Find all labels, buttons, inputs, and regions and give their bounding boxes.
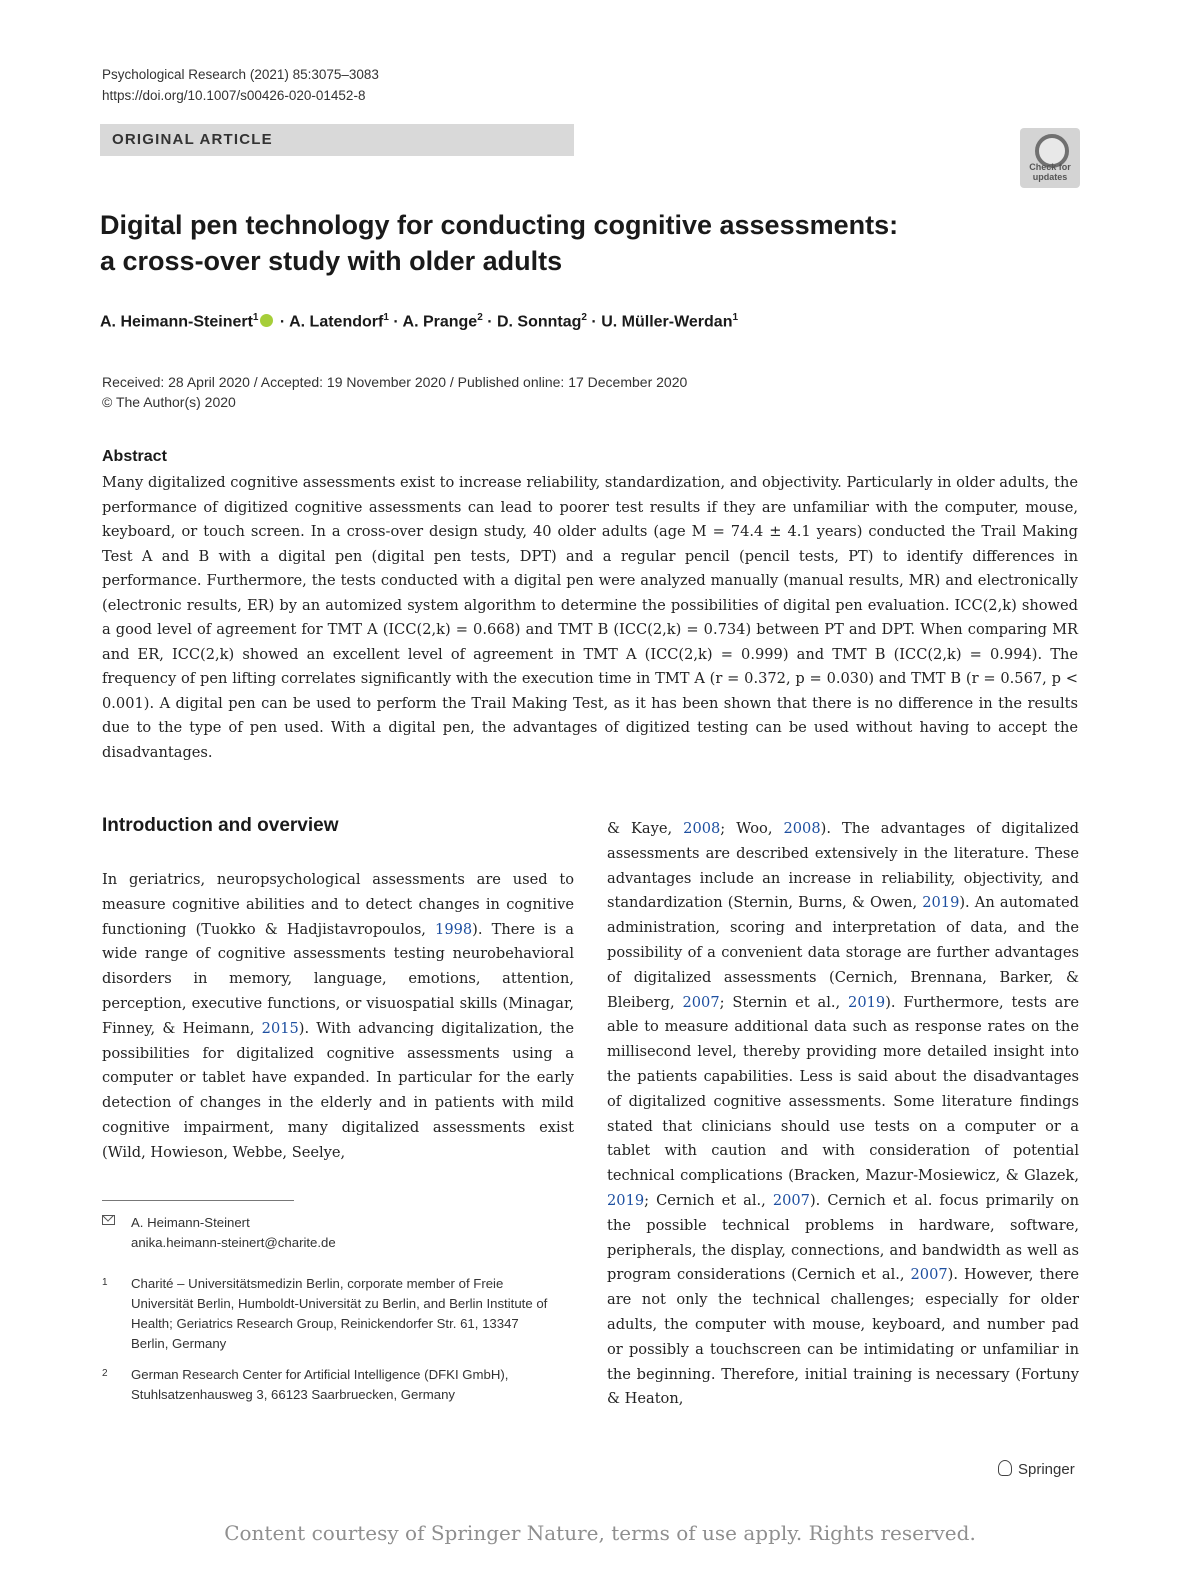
title-line-2: a cross-over study with older adults	[100, 246, 563, 276]
citation-link[interactable]: 2008	[783, 820, 821, 837]
article-type-banner: ORIGINAL ARTICLE	[100, 124, 574, 156]
right-column-text	[607, 817, 1079, 1412]
affiliation-number: 2	[102, 1368, 108, 1379]
author-list: A. Heimann-Steinert$^1$ · A. Latendorf$^1$ · A. Prange$^2$ · D. Sonntag$^2$ · U. Müller-Werdan$^1$	[100, 312, 739, 331]
body-text: ). Furthermore, tests are able to measure additional data such as response rates on the millisecond level, thereby providing more detailed insight into the patients capabilities. Less is said about the disadvantages of digitalized cognitive assessments. Some literature findings stated that clinicians should use tests on a computer or a tablet with caution and with consideration of potential technical complications (Bracken, Mazur-Mosiewicz, & Glazek,	[607, 993, 1079, 1185]
body-text: ). With advancing digitalization, the possibilities for digitalized cognitive assessments using a computer or tablet have expanded. In particular for the early detection of changes in the elderly and in patients with mild cognitive impairment, many digitalized assessments exist (Wild, Howieson, Webbe, Seelye,	[102, 1019, 574, 1161]
body-text: ). However, there are not only the technical challenges; especially for older adults, the computer with mouse, keyboard, and number pad or possibly a touchscreen can be intimidating or unfamiliar in the beginning. Therefore, initial training is necessary (Fortuny & Heaton,	[607, 1266, 1079, 1408]
author-affiliation-mark: 2	[477, 312, 483, 323]
courtesy-notice: Content courtesy of Springer Nature, terms of use apply. Rights reserved.	[224, 1521, 976, 1545]
contact-email[interactable]: anika.heimann-steinert@charite.de	[131, 1235, 336, 1250]
affiliation-text: Charité – Universitätsmedizin Berlin, corporate member of Freie Universität Berlin, Humboldt-Universität zu Berlin, and Berlin Institute of Health; Geriatrics Research Group, Reinickendorfer Str. 61, 13347 Berlin, Germany	[131, 1276, 548, 1351]
citation-link[interactable]: 2019	[848, 993, 886, 1011]
author-name[interactable]: D. Sonntag	[496, 313, 582, 331]
title-line-1: Digital pen technology for conducting cognitive assessments:	[100, 210, 899, 240]
citation-link[interactable]: 2019	[607, 1191, 645, 1209]
affiliation-number: 1	[102, 1277, 108, 1288]
author-affiliation-mark: 1	[252, 312, 259, 323]
author-name[interactable]: A. Heimann-Steinert	[100, 313, 253, 331]
publication-dates	[102, 372, 687, 412]
footnote-divider	[102, 1200, 294, 1201]
abstract-heading: Abstract	[102, 448, 167, 465]
dates-line: Received: 28 April 2020 / Accepted: 19 November 2020 / Published online: 17 December 2020	[102, 374, 688, 390]
author-name[interactable]: A. Latendorf	[289, 313, 384, 331]
journal-citation	[102, 64, 379, 106]
publisher-name: Springer	[1018, 1461, 1075, 1478]
affiliation-text: German Research Center for Artificial Intelligence (DFKI GmbH), Stuhlsatzenhausweg 3, 66123 Saarbruecken, Germany	[131, 1367, 509, 1402]
section-heading: Introduction and overview	[102, 815, 339, 836]
check-for-updates-badge[interactable]	[1020, 128, 1080, 188]
badge-label: Check for updates	[1029, 162, 1071, 182]
citation-link[interactable]: 2007	[682, 993, 720, 1011]
body-text: ). An automated administration, scoring and interpretation of data, and the possibility of a convenient data storage are further advantages of digitalized assessments (Cernich, Brennana, Barker, & Bleiberg,	[607, 894, 1080, 1011]
citation-link[interactable]: 2007	[772, 1191, 810, 1209]
author-affiliation-mark: 1	[732, 312, 739, 323]
publisher-logo	[998, 1460, 1075, 1478]
copyright-line: © The Author(s) 2020	[102, 394, 236, 410]
author-name[interactable]: U. Müller-Werdan	[601, 313, 733, 331]
left-column-text	[102, 868, 574, 1166]
citation-link[interactable]: 2015	[261, 1019, 299, 1037]
springer-horse-icon	[998, 1460, 1012, 1476]
body-text: ). There is a wide range of cognitive assessments testing neurobehavioral disorders in memory, language, emotions, attention, perception, executive functions, or visuospatial skills (Minagar, Finney, & Heimann,	[102, 920, 574, 1037]
orcid-icon[interactable]	[260, 314, 273, 327]
author-affiliation-mark: 2	[581, 312, 587, 323]
citation-link[interactable]: 2007	[910, 1266, 948, 1284]
body-text: ). Cernich et al. focus primarily on the possible technical problems in hardware, software, peripherals, the display, connections, and bandwidth as well as program considerations (Cernich et al.,	[607, 1191, 1079, 1284]
body-text: ). The advantages of digitalized assessments are described extensively in the literature. These advantages include an increase in reliability, objectivity, and standardization (Sternin, Burns, & Owen,	[607, 820, 1079, 912]
author-name[interactable]: A. Prange	[402, 313, 478, 331]
envelope-icon	[102, 1215, 115, 1225]
body-text: In geriatrics, neuropsychological assessments are used to measure cognitive abilities and to detect changes in cognitive functioning (Tuokko & Hadjistavropoulos,	[102, 871, 574, 938]
citation-link[interactable]: 1998	[435, 920, 473, 938]
body-text: ; Sternin et al.,	[719, 993, 849, 1011]
article-title	[100, 207, 1080, 279]
citation-link[interactable]: 2008	[683, 820, 721, 837]
body-text: ; Woo,	[720, 820, 784, 837]
doi-link[interactable]: https://doi.org/10.1007/s00426-020-01452-8	[102, 88, 366, 103]
contact-name: A. Heimann-Steinert	[131, 1215, 250, 1230]
corresponding-author	[131, 1213, 336, 1253]
abstract-text: Many digitalized cognitive assessments exist to increase reliability, standardization, and objectivity. Particularly in older adults, the performance of digitized cognitive assessments can lead to poorer test results if they are unfamiliar with the computer, mouse, keyboard, or touch screen. In a cross-over design study, 40 older adults (age M = 74.4 ± 4.1 years) conducted the Trail Making Test A and B with a digital pen (digital pen tests, DPT) and a regular pencil (pencil tests, PT) to identify differences in performance. Furthermore, the tests conducted with a digital pen were analyzed manually (manual results, MR) and electronically (electronic results, ER) by an automized system algorithm to determine the possibilities of digital pen evaluation. ICC(2,k) showed a good level of agreement for TMT A (ICC(2,k) = 0.668) and TMT B (ICC(2,k) = 0.734) between PT and DPT. When comparing MR and ER, ICC(2,k) showed an excellent level of agreement in TMT A (ICC(2,k) = 0.999) and TMT B (ICC(2,k) = 0.994). The frequency of pen lifting correlates significantly with the execution time in TMT A (r = 0.372, p = 0.030) and TMT B (r = 0.567, p < 0.001). A digital pen can be used to perform the Trail Making Test, as it has been shown that there is no difference in the results due to the type of pen used. With a digital pen, the advantages of digitized testing can be used without having to accept the disadvantages.	[102, 474, 1078, 761]
author-affiliation-mark: 1	[383, 312, 389, 323]
citation-link[interactable]: 2019	[922, 894, 960, 912]
body-text: ; Cernich et al.,	[644, 1191, 773, 1209]
body-text: & Kaye,	[607, 820, 684, 837]
journal-line: Psychological Research (2021) 85:3075–3083	[102, 67, 379, 82]
